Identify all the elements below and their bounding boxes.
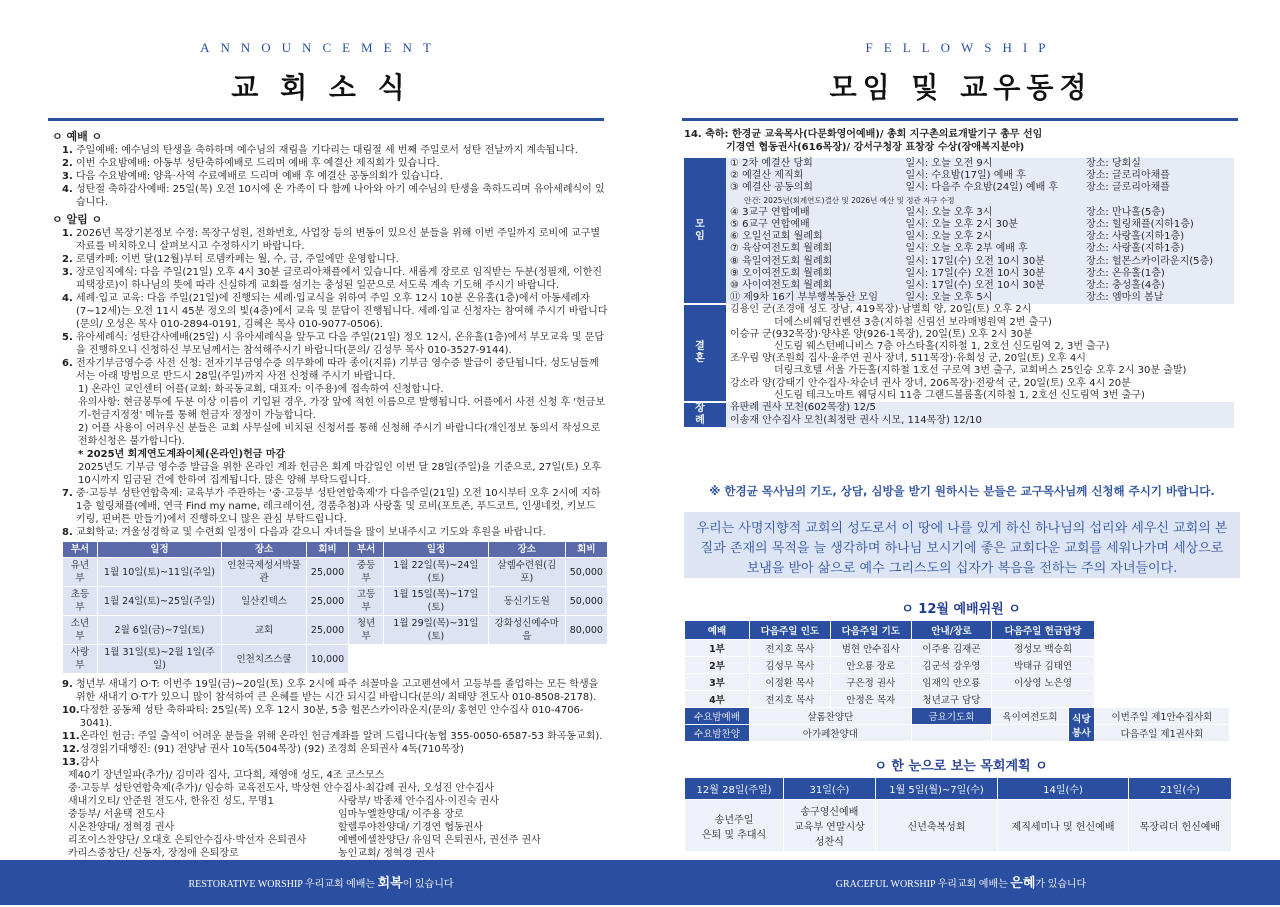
meeting-row — [684, 195, 1234, 207]
table-cell: 이주용 김재곤 — [911, 640, 992, 657]
table-cell — [384, 645, 489, 674]
table-cell: 유년부 — [63, 558, 98, 587]
table-header — [685, 621, 1230, 640]
table-header — [63, 542, 608, 558]
wedding-line: 신도림 테크노마트 웨딩시티 11층 그랜드볼룸홀(지하철 1, 2호선 신도림역 3번 출구) — [774, 389, 1145, 401]
worship-committee-title: ㅇ 12월 예배위원 ㅇ — [901, 602, 1021, 617]
table-row — [63, 587, 608, 616]
table-row — [685, 691, 1230, 708]
table-row — [685, 657, 1230, 674]
meeting-row — [684, 268, 1234, 280]
mission-statement: 우리는 사명지향적 교회의 성도로서 이 땅에 나를 있게 하신 하나님의 섭리와 세우신 교회의 본질과 존재의 목적을 늘 생각하며 하나님 보시기에 좋은 교회다운 교회를 세워나가며 세상으로 보냄을 받아 삶으로 예수 그리스도의 십자가 복음을 전하는 주의 자녀들이다. — [684, 512, 1240, 578]
divider — [48, 118, 604, 121]
table-cell: 아가페찬양대 — [749, 725, 911, 742]
table-cell: 안정은 목자 — [830, 691, 911, 708]
worship-heading: ㅇ 예배 ㅇ — [52, 130, 103, 143]
meeting-cell: 장소: 힐링채플(지하1층) — [1082, 219, 1234, 231]
meeting-cell: ① 2차 예결산 당회 — [726, 158, 902, 170]
meetings-table — [684, 158, 1234, 429]
table-cell: 금요기도회 — [911, 708, 992, 725]
funeral-line: 유판례 권사 모친(602목장) 12/5 — [726, 402, 1234, 415]
column-header: 다음주일 헌금담당 — [992, 621, 1095, 640]
meeting-cell: 장소: 엠마의 봄날 — [1082, 292, 1234, 304]
column-header: 안내/장로 — [911, 621, 992, 640]
thanks-list — [48, 769, 608, 860]
thanks-line: 제40기 장년일파(추가)/ 김미라 집사, 고다희, 채영애 성도, 4조 코스모스 — [68, 770, 385, 781]
notice-7: 7. 중·고등부 성탄연합축제: 교육부가 주관하는 '중·고등부 성탄연합축제'가 다음주일(21일) 오전 10시부터 오후 2시에 지하 1층 힐링채플(예배, 연극 Find my name, 레크레이션, 경품추첨)과 사랑홀 및 로비(포토존, 푸드코트, 인생네컷, 키보드 키링, 핀버튼 만들기)에서 진행하오니 많은 관심 부탁드립니다. — [62, 488, 601, 525]
column-header: 부서 — [63, 542, 98, 558]
table-row — [63, 616, 608, 645]
notice-list-continued — [48, 678, 608, 769]
table-cell: 2부 — [685, 657, 750, 674]
table-cell: 초등부 — [63, 587, 98, 616]
table-cell: 살롬찬양단 — [749, 708, 911, 725]
worship-item: 2. 이번 수요밤예배: 아동부 성탄축하예배로 드리며 예배 후 예결산 제직회가 있습니다. — [62, 158, 440, 169]
meeting-cell: 일시: 오늘 오후 2부 예배 후 — [902, 243, 1083, 255]
table-cell: 청년교구 담당 — [911, 691, 992, 708]
meeting-cell: 장소: 온유홀(1층) — [1082, 268, 1234, 280]
worship-item: 1. 주일예배: 예수님의 탄생을 축하하며 예수님의 재림을 기다리는 대림절 세 번째 주일로서 성탄 전날까지 계속됩니다. — [62, 145, 578, 156]
column-header: 일정 — [97, 542, 221, 558]
congrats: 14. 축하: 한경균 교육목사(다문화영어예배)/ 총회 지구촌의료개발기구 총무 선임 기경연 협동권사(616목장)/ 강서구청장 표창장 수상(장애복지분야) — [684, 129, 1043, 153]
meeting-cell: 일시: 수요밤(17일) 예배 후 — [902, 170, 1083, 182]
meeting-cell: ② 예결산 제직회 — [726, 170, 902, 182]
table-cell: 소년부 — [63, 616, 98, 645]
meeting-cell: ③ 예결산 공동의회 — [726, 182, 902, 194]
table-cell: 10,000 — [306, 645, 348, 674]
wedding-line: 김용인 군(조경애 성도 장남, 419목장)·남별희 양, 20일(토) 오후 2시 — [730, 304, 1032, 316]
table-cell: 일산킨텍스 — [222, 587, 307, 616]
table-row — [685, 800, 1232, 852]
meeting-cell: 일시: 오늘 오후 2시 30분 — [902, 219, 1083, 231]
table-cell: 김성무 목사 — [749, 657, 830, 674]
meeting-cell: 일시: 오늘 오후 2시 — [902, 231, 1083, 243]
table-cell: 김군석 강우영 — [911, 657, 992, 674]
meeting-agenda: 안건: 2025년(회계연도)결산 및 2026년 예산 및 정관 자구 수정 — [726, 195, 1234, 207]
column-header: 장소 — [222, 542, 307, 558]
meeting-cell: 일시: 17일(수) 오전 10시 30분 — [902, 268, 1083, 280]
table-header — [685, 778, 1232, 800]
table-cell: 신년축복성회 — [875, 800, 998, 852]
table-cell: 50,000 — [565, 558, 607, 587]
meeting-row — [684, 170, 1234, 182]
table-cell — [488, 645, 565, 674]
worship-list — [48, 144, 608, 209]
table-cell: 송구영신예배 교육부 연말시상 성찬식 — [784, 800, 876, 852]
notice-8: 8. 교회학교: 겨울성경학교 및 수련회 일정이 다음과 같으니 자녀들을 많이 보내주시고 기도와 후원을 바랍니다. — [62, 527, 546, 538]
wedding-line: 더링크호텔 서울 가든홀(지하철 1호선 구로역 3번 출구, 교회버스 25인승 오후 2시 30분 출발) — [774, 365, 1187, 377]
meeting-cell: 장소: 글로리아채플 — [1082, 182, 1234, 194]
funeral-label: 장 례 — [684, 402, 726, 428]
table-cell: 청년부 — [349, 616, 384, 645]
meeting-row — [684, 231, 1234, 243]
wedding-line: 신도림 웨스턴베니비스 7층 아스타홀(지하철 1, 2호선 신도림역 2, 3번 출구) — [774, 341, 1110, 353]
notice-6-line: * 2025년 회계연도계좌이체(온라인)헌금 마감 — [78, 449, 286, 460]
meeting-cell: 일시: 오늘 오후 3시 — [902, 207, 1083, 219]
meeting-cell: 장소: 헐몬스카이라운지(5층) — [1082, 256, 1234, 268]
wedding-label: 결 혼 — [684, 304, 726, 402]
column-header: 1월 5일(월)~7일(수) — [875, 778, 998, 800]
meeting-cell: ④ 3교구 연합예배 — [726, 207, 902, 219]
meeting-row — [684, 207, 1234, 219]
table-cell: 25,000 — [306, 616, 348, 645]
funeral-row — [684, 415, 1234, 428]
column-header: 예배 — [685, 621, 750, 640]
meeting-row — [684, 292, 1234, 304]
table-cell: 1부 — [685, 640, 750, 657]
table-cell: 강화성신예수마을 — [488, 616, 565, 645]
counsel-note: ※ 한경균 목사님의 기도, 상담, 심방을 받기 원하시는 분들은 교구목사님께 신청해 주시기 바랍니다. — [709, 484, 1215, 498]
meeting-cell: ⑥ 오일선교회 월례회 — [726, 231, 902, 243]
table-row — [63, 645, 608, 674]
table-cell: 범현 안수집사 — [830, 640, 911, 657]
table-cell: 사랑부 — [63, 645, 98, 674]
thanks-row — [68, 834, 608, 847]
notice-item: 5. 유아세례식: 성탄감사예배(25일) 시 유아세례식을 앞두고 다음 주일(21일) 정오 12시, 온유홀(1층)에서 부모교육 및 문답을 진행하오니 신청하신 부모님께서는 참석해주시기 바랍니다(문의/ 김성무 목사 010-3527-9144). — [62, 332, 605, 356]
table-cell: 25,000 — [306, 587, 348, 616]
funeral-line: 이송재 안수집사 모친(최정란 권사 시모, 114목장) 12/10 — [726, 415, 1234, 428]
funeral-row — [684, 402, 1234, 415]
table-cell: 목장리더 헌신예배 — [1128, 800, 1231, 852]
table-cell: 안오룡 장로 — [830, 657, 911, 674]
dining-row: 다음주일 제1권사회 — [1094, 725, 1229, 742]
wedding-row — [684, 304, 1234, 316]
table-row — [685, 640, 1230, 657]
table-cell: 인천국제성서박물관 — [222, 558, 307, 587]
table-cell: 이상영 노은영 — [992, 674, 1095, 691]
table-cell: 수요밤찬양 — [685, 725, 750, 742]
column-header: 회비 — [306, 542, 348, 558]
table-cell: 1월 22일(목)~24일(토) — [384, 558, 489, 587]
worship-item: 3. 다음 수요밤예배: 양육·사역 수료예배로 드리며 예배 후 예결산 공동의회가 있습니다. — [62, 171, 443, 182]
thanks-item: 농인교회/ 정혁경 권사 — [338, 848, 435, 859]
table-cell — [992, 725, 1069, 742]
column-header: 14일(수) — [998, 778, 1128, 800]
notice-6-line: 2025년도 기부금 영수증 발급을 위한 온라인 계좌 헌금은 회계 마감일인 이번 달 28일(주일)을 기준으로, 27일(토) 오후 10시까지 입금된 건에 한하여 집계됩니다. 많은 양해 부탁드립니다. — [78, 462, 602, 486]
meeting-row — [684, 280, 1234, 292]
pastoral-plan-table — [684, 777, 1232, 852]
table-cell: 2월 6일(금)~7일(토) — [97, 616, 221, 645]
table-cell: 80,000 — [565, 616, 607, 645]
fellowship-title: 모임 및 교우동정 — [829, 71, 1093, 104]
table-cell: 박태규 김태연 — [992, 657, 1095, 674]
plan-title: ㅇ 한 눈으로 보는 목회계획 ㅇ — [874, 759, 1048, 774]
table-cell: 교회 — [222, 616, 307, 645]
thanks-row — [68, 808, 608, 821]
notice-item: 13. 감사 — [62, 757, 100, 768]
announcement-eyebrow: ANNOUNCEMENT — [200, 40, 442, 55]
thanks-item: 할렐루야찬양대/ 기경연 협동권사 — [338, 822, 483, 833]
thanks-row — [68, 847, 608, 860]
column-header: 12월 28일(주일) — [685, 778, 784, 800]
notice-item: 12. 성경읽기대행진: (91) 전양남 권사 10독(504목장) (92) 조경희 은퇴권사 4독(710목장) — [62, 744, 464, 755]
divider — [682, 118, 1238, 121]
meeting-cell: 장소: 충성홀(4층) — [1082, 280, 1234, 292]
column-header: 21일(수) — [1128, 778, 1231, 800]
table-cell: 동신기도원 — [488, 587, 565, 616]
school-schedule-table — [62, 541, 608, 674]
wedding-row — [684, 365, 1234, 377]
notice-item: 9. 청년부 새내기 O·T: 이번주 19일(금)~20일(토) 오후 2시에 파주 쇠꼴마을 고고펜션에서 고등부를 졸업하는 모든 학생을 위한 새내기 O·T가 있으니 많이 참석하여 큰 은혜를 받는 시간 되시길 바랍니다(문의/ 최태양 전도사 010-8508-2178). — [62, 679, 599, 703]
column-header: 장소 — [488, 542, 565, 558]
meeting-row — [684, 158, 1234, 170]
worship-item: 4. 성탄절 축하감사예배: 25일(목) 오전 10시에 온 가족이 다 함께 나아와 아기 예수님의 탄생을 축하드리며 유아세례식이 있습니다. — [62, 184, 605, 208]
thanks-item: 중등부/ 서윤택 전도사 — [68, 809, 165, 820]
meeting-cell: 장소: 사랑홀(지하1층) — [1082, 243, 1234, 255]
column-header: 회비 — [565, 542, 607, 558]
notice-6-line: 1) 온라인 교인센터 어플(교회: 화곡동교회, 대표자: 이주용)에 접속하여 신청합니다. — [78, 384, 444, 395]
meeting-row — [684, 182, 1234, 194]
meeting-cell: ⑨ 오이여전도회 월례회 — [726, 268, 902, 280]
meetings-label: 모 임 — [684, 158, 726, 304]
notice-item: 1. 2026년 목장기본정보 수정: 목장구성원, 전화번호, 사업장 등의 변동이 있으신 분들을 위해 이번 주일까지 로비에 교구별 자료를 비치하오니 살펴보시고 수정하시기 바랍니다. — [62, 228, 601, 252]
thanks-item: 임마누엘찬양대/ 이주용 장로 — [338, 809, 464, 820]
notice-item: 2. 로뎀카페: 이번 달(12월)부터 로뎀카페는 월, 수, 금, 주일에만 운영합니다. — [62, 254, 399, 265]
meeting-cell: 장소: 사랑홀(지하1층) — [1082, 231, 1234, 243]
right-footer: GRACEFUL WORSHIP 우리교회 예배는 은혜가 있습니다 — [642, 860, 1280, 905]
wedding-line: 강소라 양(강태기 안수집사·차순녀 권사 장녀, 206목장)·전광석 군, 20일(토) 오후 4시 20분 — [730, 377, 1131, 389]
meeting-row — [684, 219, 1234, 231]
meeting-cell: 장소: 글로리아채플 — [1082, 170, 1234, 182]
table-cell: 3부 — [685, 674, 750, 691]
column-header: 부서 — [349, 542, 384, 558]
thanks-line: 중·고등부 성탄연합축제(추가)/ 임승하 교육전도사, 박상현 안수집사·최갑례 권사, 오성진 안수집사 — [68, 783, 495, 794]
table-cell — [565, 645, 607, 674]
notice-heading: ㅇ 알림 ㅇ — [52, 213, 103, 226]
thanks-item: 사랑부/ 박종채 안수집사·이진숙 권사 — [338, 796, 499, 807]
right-page — [642, 0, 1280, 905]
wedding-line: 이승규 군(932목장)·양샤론 양(926-1목장), 20일(토) 오후 2시 30분 — [730, 328, 1033, 340]
table-cell: 구은정 권사 — [830, 674, 911, 691]
left-footer: RESTORATIVE WORSHIP 우리교회 예배는 회복이 있습니다 — [0, 860, 642, 905]
thanks-item: 시온찬양대/ 정혁경 권사 — [68, 822, 175, 833]
notice-item: 10. 다정한 공동체 성탄 축하파티: 25일(목) 오후 12시 30분, 5층 헐몬스카이라운지(문의/ 홍현민 안수집사 010-4706-3041). — [62, 705, 584, 729]
page-title: 교 회 소 식 — [231, 71, 411, 104]
notice-item: 4. 세례·입교 교육: 다음 주일(21일)에 진행되는 세례·입교식을 위하여 주일 오후 12시 10분 온유홀(1층)에서 아동세례자(7~12세)는 오전 11시 45분 정오의 빛(4층)에서 교육 및 문답이 진행됩니다. 세례·입교 신청자는 참여해 주시기 바랍니다(문의/ 오성은 목사 010-2894-0191, 김혜은 목사 010-9077-0506). — [62, 293, 608, 330]
thanks-row — [68, 821, 608, 834]
table-cell: 25,000 — [306, 558, 348, 587]
wedding-row — [684, 317, 1234, 329]
table-cell: 살렘수련원(김포) — [488, 558, 565, 587]
notice-item: 3. 장로임직예식: 다음 주일(21일) 오후 4시 30분 글로리아채플에서 있습니다. 새롭게 장로로 임직받는 두분(정필재, 이한진 피택장로)이 하나님의 뜻에 따라 신실하게 교회를 섬기는 충성된 일꾼으로 서도록 계속 기도해 주시기 바랍니다. — [62, 267, 603, 291]
table-cell: 4부 — [685, 691, 750, 708]
table-cell: 1월 24일(토)~25일(주일) — [97, 587, 221, 616]
column-header: 31일(수) — [784, 778, 876, 800]
meeting-cell: 일시: 오늘 오후 5시 — [902, 292, 1083, 304]
table-cell: 육이여전도회 — [992, 708, 1069, 725]
table-cell: 고등부 — [349, 587, 384, 616]
table-cell: 중등부 — [349, 558, 384, 587]
meeting-cell: ⑪ 제9차 16기 부부행복동산 모임 — [726, 292, 902, 304]
notice-6-line: 유의사항: 현금봉투에 두분 이상 이름이 기입된 경우, 가장 앞에 적힌 이름으로 발행됩니다. 어플에서 사전 신청 후 '헌금보기-헌금지정정' 메뉴를 통해 헌금자 정정이 가능합니다. — [78, 397, 606, 421]
table-cell: 1월 10일(토)~11일(주일) — [97, 558, 221, 587]
wedding-row — [684, 353, 1234, 365]
dining-row: 이번주일 제1안수집사회 — [1094, 708, 1229, 725]
notice-6-details — [48, 383, 608, 487]
column-header: 일정 — [384, 542, 489, 558]
table-cell: 1월 31일(토)~2월 1일(주일) — [97, 645, 221, 674]
meeting-cell: 장소: 만나홀(5층) — [1082, 207, 1234, 219]
table-cell: 1월 15일(목)~17일(토) — [384, 587, 489, 616]
table-cell: 정성모 백승희 — [992, 640, 1095, 657]
table-row — [63, 558, 608, 587]
wedding-line: 조우림 양(조원희 집사·윤주연 권사 장녀, 511목장)·유희성 군, 20일(토) 오후 4시 — [730, 353, 1086, 365]
table-cell — [911, 725, 992, 742]
meeting-cell: 일시: 오늘 오전 9시 — [902, 158, 1083, 170]
table-cell: 임재익 안오룡 — [911, 674, 992, 691]
table-row — [685, 725, 1230, 742]
meeting-cell: ⑤ 6교구 연합예배 — [726, 219, 902, 231]
thanks-item: 리조이스찬양단/ 오대호 은퇴안수집사·박선자 은퇴권사 — [68, 835, 307, 846]
wedding-row — [684, 341, 1234, 353]
meeting-cell: 일시: 17일(수) 오전 10시 30분 — [902, 256, 1083, 268]
notice-list — [48, 227, 608, 383]
meeting-row — [684, 256, 1234, 268]
notice-item: 11. 온라인 헌금: 주일 출석이 어려운 분들을 위해 온라인 헌금계좌를 알려 드립니다(농협 355-0050-6587-53 화곡동교회). — [62, 731, 603, 742]
table-cell: 수요밤예배 — [685, 708, 750, 725]
meeting-cell: 장소: 당회실 — [1082, 158, 1234, 170]
thanks-item: 새내기오티/ 안준원 전도사, 한유진 성도, 무명1 — [68, 796, 274, 807]
fellowship-eyebrow: FELLOWSHIP — [865, 40, 1057, 55]
wedding-row — [684, 329, 1234, 341]
table-cell: 50,000 — [565, 587, 607, 616]
meeting-cell: ⑩ 사이여전도회 월례회 — [726, 280, 902, 292]
announcement-body — [48, 128, 608, 860]
meeting-cell: 일시: 17일(수) 오전 10시 30분 — [902, 280, 1083, 292]
wedding-row — [684, 390, 1234, 402]
thanks-row — [68, 795, 608, 808]
table-cell: 인천치즈스쿨 — [222, 645, 307, 674]
notice-item: 6. 전자기부금영수증 사전 신청: 전자기부금영수증 의무화에 따라 종이(지류) 기부금 영수증 발급이 중단됩니다. 성도님들께서는 아래 방법으로 반드시 28일(주일)까지 사전 신청해 주시기 바랍니다. — [62, 358, 599, 382]
meeting-cell: ⑦ 육삼여전도회 월례회 — [726, 243, 902, 255]
table-cell: 제직세미나 및 헌신예배 — [998, 800, 1128, 852]
table-cell: 전지호 목사 — [749, 691, 830, 708]
dining-label: 식당 봉사 — [1068, 708, 1094, 742]
table-cell: 이정환 목사 — [749, 674, 830, 691]
meeting-cell: 일시: 다음주 수요밤(24일) 예배 후 — [902, 182, 1083, 194]
meeting-row — [684, 243, 1234, 255]
wedding-row — [684, 378, 1234, 390]
table-row — [685, 708, 1230, 725]
table-cell: 전지호 목사 — [749, 640, 830, 657]
table-cell: 1월 29일(목)~31일(토) — [384, 616, 489, 645]
column-header: 다음주일 인도 — [749, 621, 830, 640]
wedding-line: 더에스비웨딩컨벤션 3층(지하철 신림선 보라매병원역 2번 출구) — [774, 316, 1052, 328]
table-row — [685, 674, 1230, 691]
thanks-item: 예벤에셀찬양단/ 유임덕 은퇴권사, 권선주 권사 — [338, 835, 541, 846]
table-cell — [349, 645, 384, 674]
meeting-cell: ⑧ 육일여전도회 월례회 — [726, 256, 902, 268]
table-cell: 송년주일 은퇴 및 추대식 — [685, 800, 784, 852]
column-header: 다음주일 기도 — [830, 621, 911, 640]
notice-6-line: 2) 어플 사용이 어려우신 분들은 교회 사무실에 비치된 신청서를 통해 신청해 주시기 바랍니다(개인정보 동의서 작성으로 전화신청은 불가합니다). — [78, 423, 601, 447]
table-cell — [992, 691, 1095, 708]
thanks-item: 카리스중창단/ 신동자, 장정애 은퇴장로 — [68, 848, 239, 859]
worship-committee-table — [684, 620, 1230, 742]
